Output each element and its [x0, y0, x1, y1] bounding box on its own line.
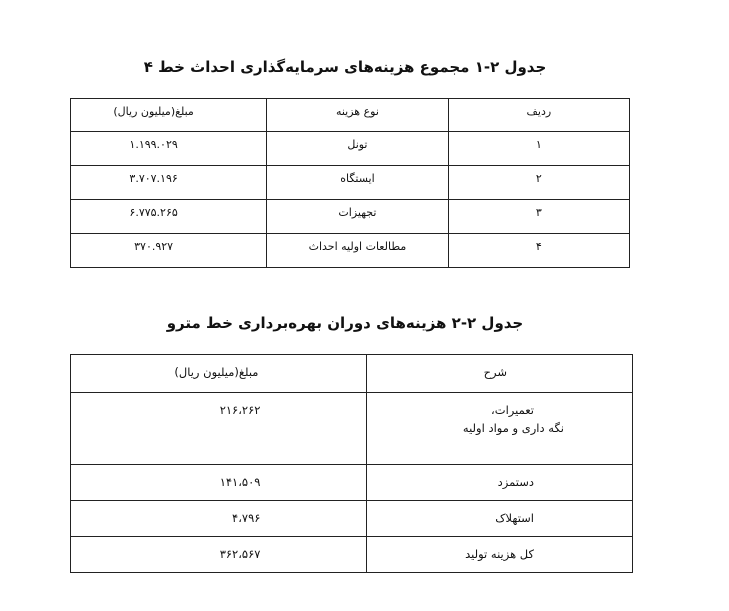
amount: ۳۷۰.۹۲۷ — [134, 240, 174, 253]
amount: ۲۱۶،۲۶۲ — [219, 403, 261, 417]
table-row — [71, 393, 633, 465]
table-row — [71, 537, 633, 573]
cost-type: مطالعات اولیه احداث — [308, 240, 407, 253]
amount: ۳۶۲،۵۶۷ — [219, 547, 261, 561]
amount: ۶.۷۷۵.۲۶۵ — [129, 206, 178, 219]
header-row-number: ردیف — [526, 105, 552, 118]
description-line2: نگه داری و مواد اولیه — [462, 421, 564, 435]
header-cost-type: نوع هزینه — [335, 105, 379, 118]
description: کل هزینه تولید — [465, 547, 534, 561]
description — [367, 393, 632, 437]
cost-type: ایستگاه — [340, 172, 375, 185]
cost-type: تونل — [347, 138, 368, 151]
header-amount: مبلغ(میلیون ریال) — [174, 365, 259, 379]
table-header-row — [71, 355, 633, 393]
header-amount: مبلغ(میلیون ریال) — [113, 105, 194, 118]
amount: ۳.۷۰۷.۱۹۶ — [129, 172, 178, 185]
amount: ۱.۱۹۹.۰۲۹ — [129, 138, 178, 151]
table-row — [71, 200, 630, 234]
table2-title: جدول ۲-۲ هزینه‌های دوران بهره‌برداری خط مترو — [166, 314, 524, 332]
row-number: ۲ — [535, 172, 542, 185]
amount: ۱۴۱،۵۰۹ — [219, 475, 261, 489]
table-row — [71, 465, 633, 501]
table-row — [71, 132, 630, 166]
row-number: ۳ — [535, 206, 542, 219]
operation-cost-table — [70, 354, 633, 573]
table-row — [71, 501, 633, 537]
description: استهلاک — [495, 511, 534, 525]
description-line1: تعمیرات، — [491, 403, 534, 417]
row-number: ۴ — [535, 240, 542, 253]
row-number: ۱ — [535, 138, 542, 151]
investment-cost-table — [70, 98, 630, 268]
description: دستمزد — [497, 475, 534, 489]
table-row — [71, 234, 630, 268]
table-row — [71, 166, 630, 200]
table1-title: جدول ۲-۱ مجموع هزینه‌های سرمایه‌گذاری احداث خط ۴ — [143, 58, 547, 76]
header-description: شرح — [483, 365, 507, 379]
cost-type: تجهیزات — [338, 206, 377, 219]
table-header-row — [71, 99, 630, 132]
amount: ۴،۷۹۶ — [232, 511, 261, 525]
